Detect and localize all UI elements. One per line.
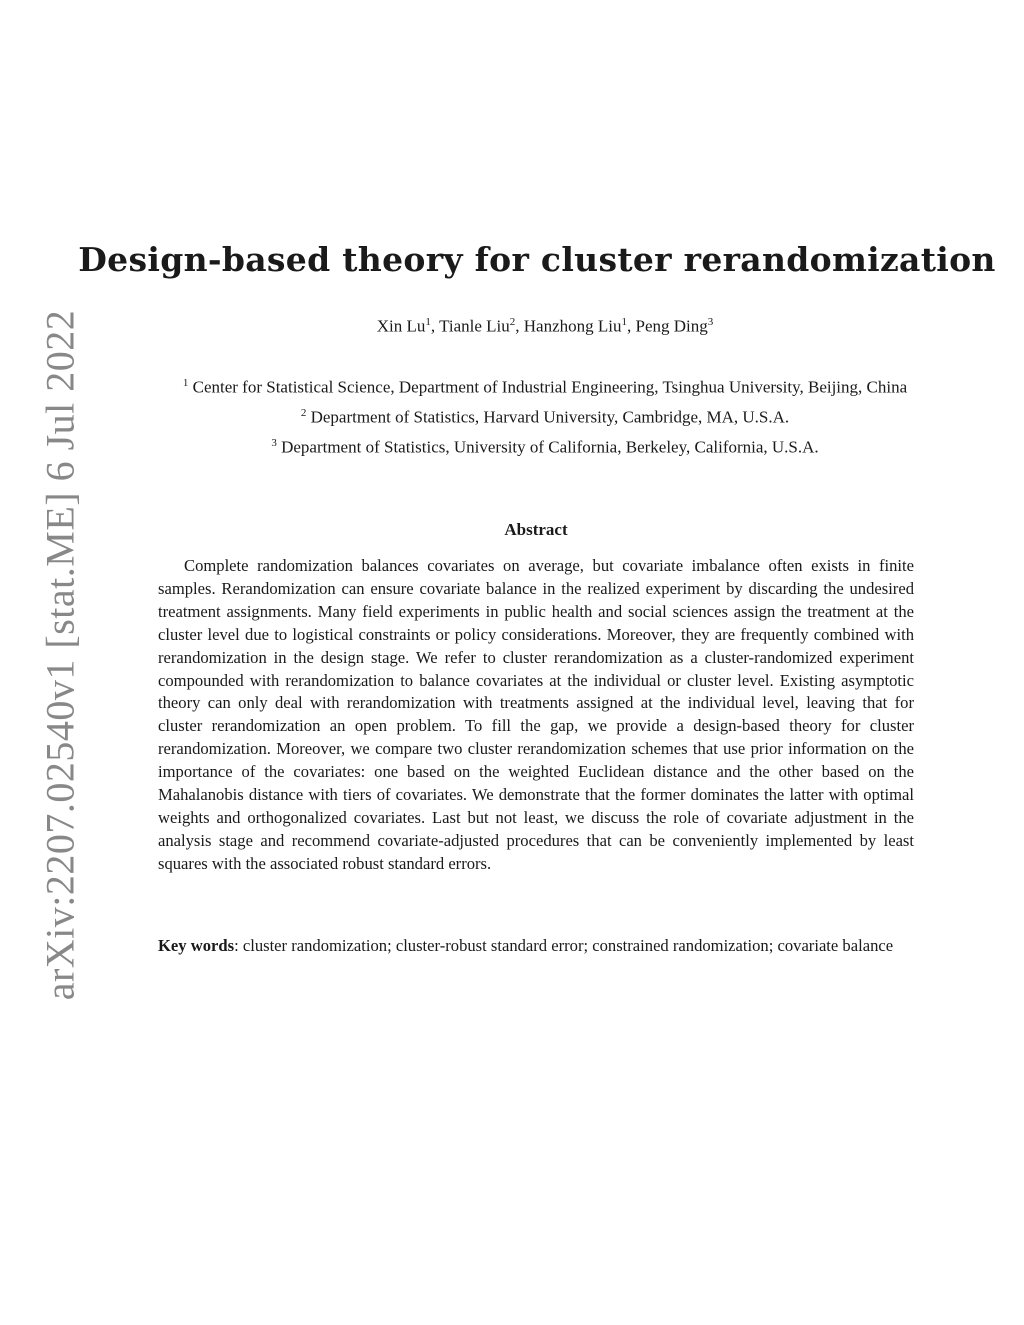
author-name: Peng Ding xyxy=(635,316,708,336)
affiliation xyxy=(0,407,1024,428)
abstract-text: Complete randomization balances covariates on average, but covariate imbalance often exists in finite samples. Rerandomization can ensure covariate balance in the realized experiment by discarding the undesired treatment assignments. Many field experiments in public health and social sciences assign the treatment at the cluster level due to logistical constraints or policy considerations. Moreover, they are frequently combined with rerandomization in the design stage. We refer to cluster rerandomization as a cluster-randomized experiment compounded with rerandomization to balance covariates at the individual or cluster level. Existing asymptotic theory can only deal with rerandomization with treatments assigned at the individual level, leaving that for cluster rerandomization an open problem. To fill the gap, we provide a design-based theory for cluster rerandomization. Moreover, we compare two cluster rerandomization schemes that use prior information on the importance of the covariates: one based on the weighted Euclidean distance and the other based on the Mahalanobis distance with tiers of covariates. We demonstrate that the former dominates the latter with optimal weights and orthogonalized covariates. Last but not least, we discuss the role of covariate adjustment in the analysis stage and recommend covariate-adjusted procedures that can be conveniently implemented by least squares with the associated robust standard errors. xyxy=(158,556,914,873)
keywords-text: cluster randomization; cluster-robust standard error; constrained randomization; covariate balance xyxy=(242,936,894,955)
affiliation-marker: 2 xyxy=(300,407,307,419)
affiliation-marker: 3 xyxy=(271,437,277,449)
author-name: Tianle Liu xyxy=(439,316,510,336)
author-name: Hanzhong Liu xyxy=(523,316,622,336)
author-affil-marker: 1 xyxy=(621,316,627,328)
author-affil-marker: 1 xyxy=(425,316,431,328)
affiliation-text: Department of Statistics, Harvard University, Cambridge, MA, U.S.A. xyxy=(310,407,790,427)
keywords: Key words: cluster randomization; cluster-robust standard error; constrained randomization; covariate balance xyxy=(158,936,894,955)
author-affil-marker: 2 xyxy=(509,316,516,328)
affiliation xyxy=(0,377,1024,398)
affiliation xyxy=(0,437,1024,458)
paper-title: Design-based theory for cluster rerandomization xyxy=(78,240,996,279)
affiliation-text: Department of Statistics, University of California, Berkeley, California, U.S.A. xyxy=(281,437,819,457)
arxiv-identifier: arXiv:2207.02540v1 [stat.ME] 6 Jul 2022 xyxy=(37,309,83,1001)
abstract-heading: Abstract xyxy=(504,520,568,539)
affiliation-text: Center for Statistical Science, Department of Industrial Engineering, Tsinghua University, Beijing, China xyxy=(192,377,908,397)
author-list: Xin Lu$^1$, Tianle Liu$^2$, Hanzhong Liu$^1$, Peng Ding$^3$ xyxy=(376,316,714,336)
affiliation-marker: 1 xyxy=(182,377,189,389)
author-name: Xin Lu xyxy=(376,316,426,336)
keywords-label: Key words xyxy=(158,936,235,955)
author-affil-marker: 3 xyxy=(707,316,714,328)
